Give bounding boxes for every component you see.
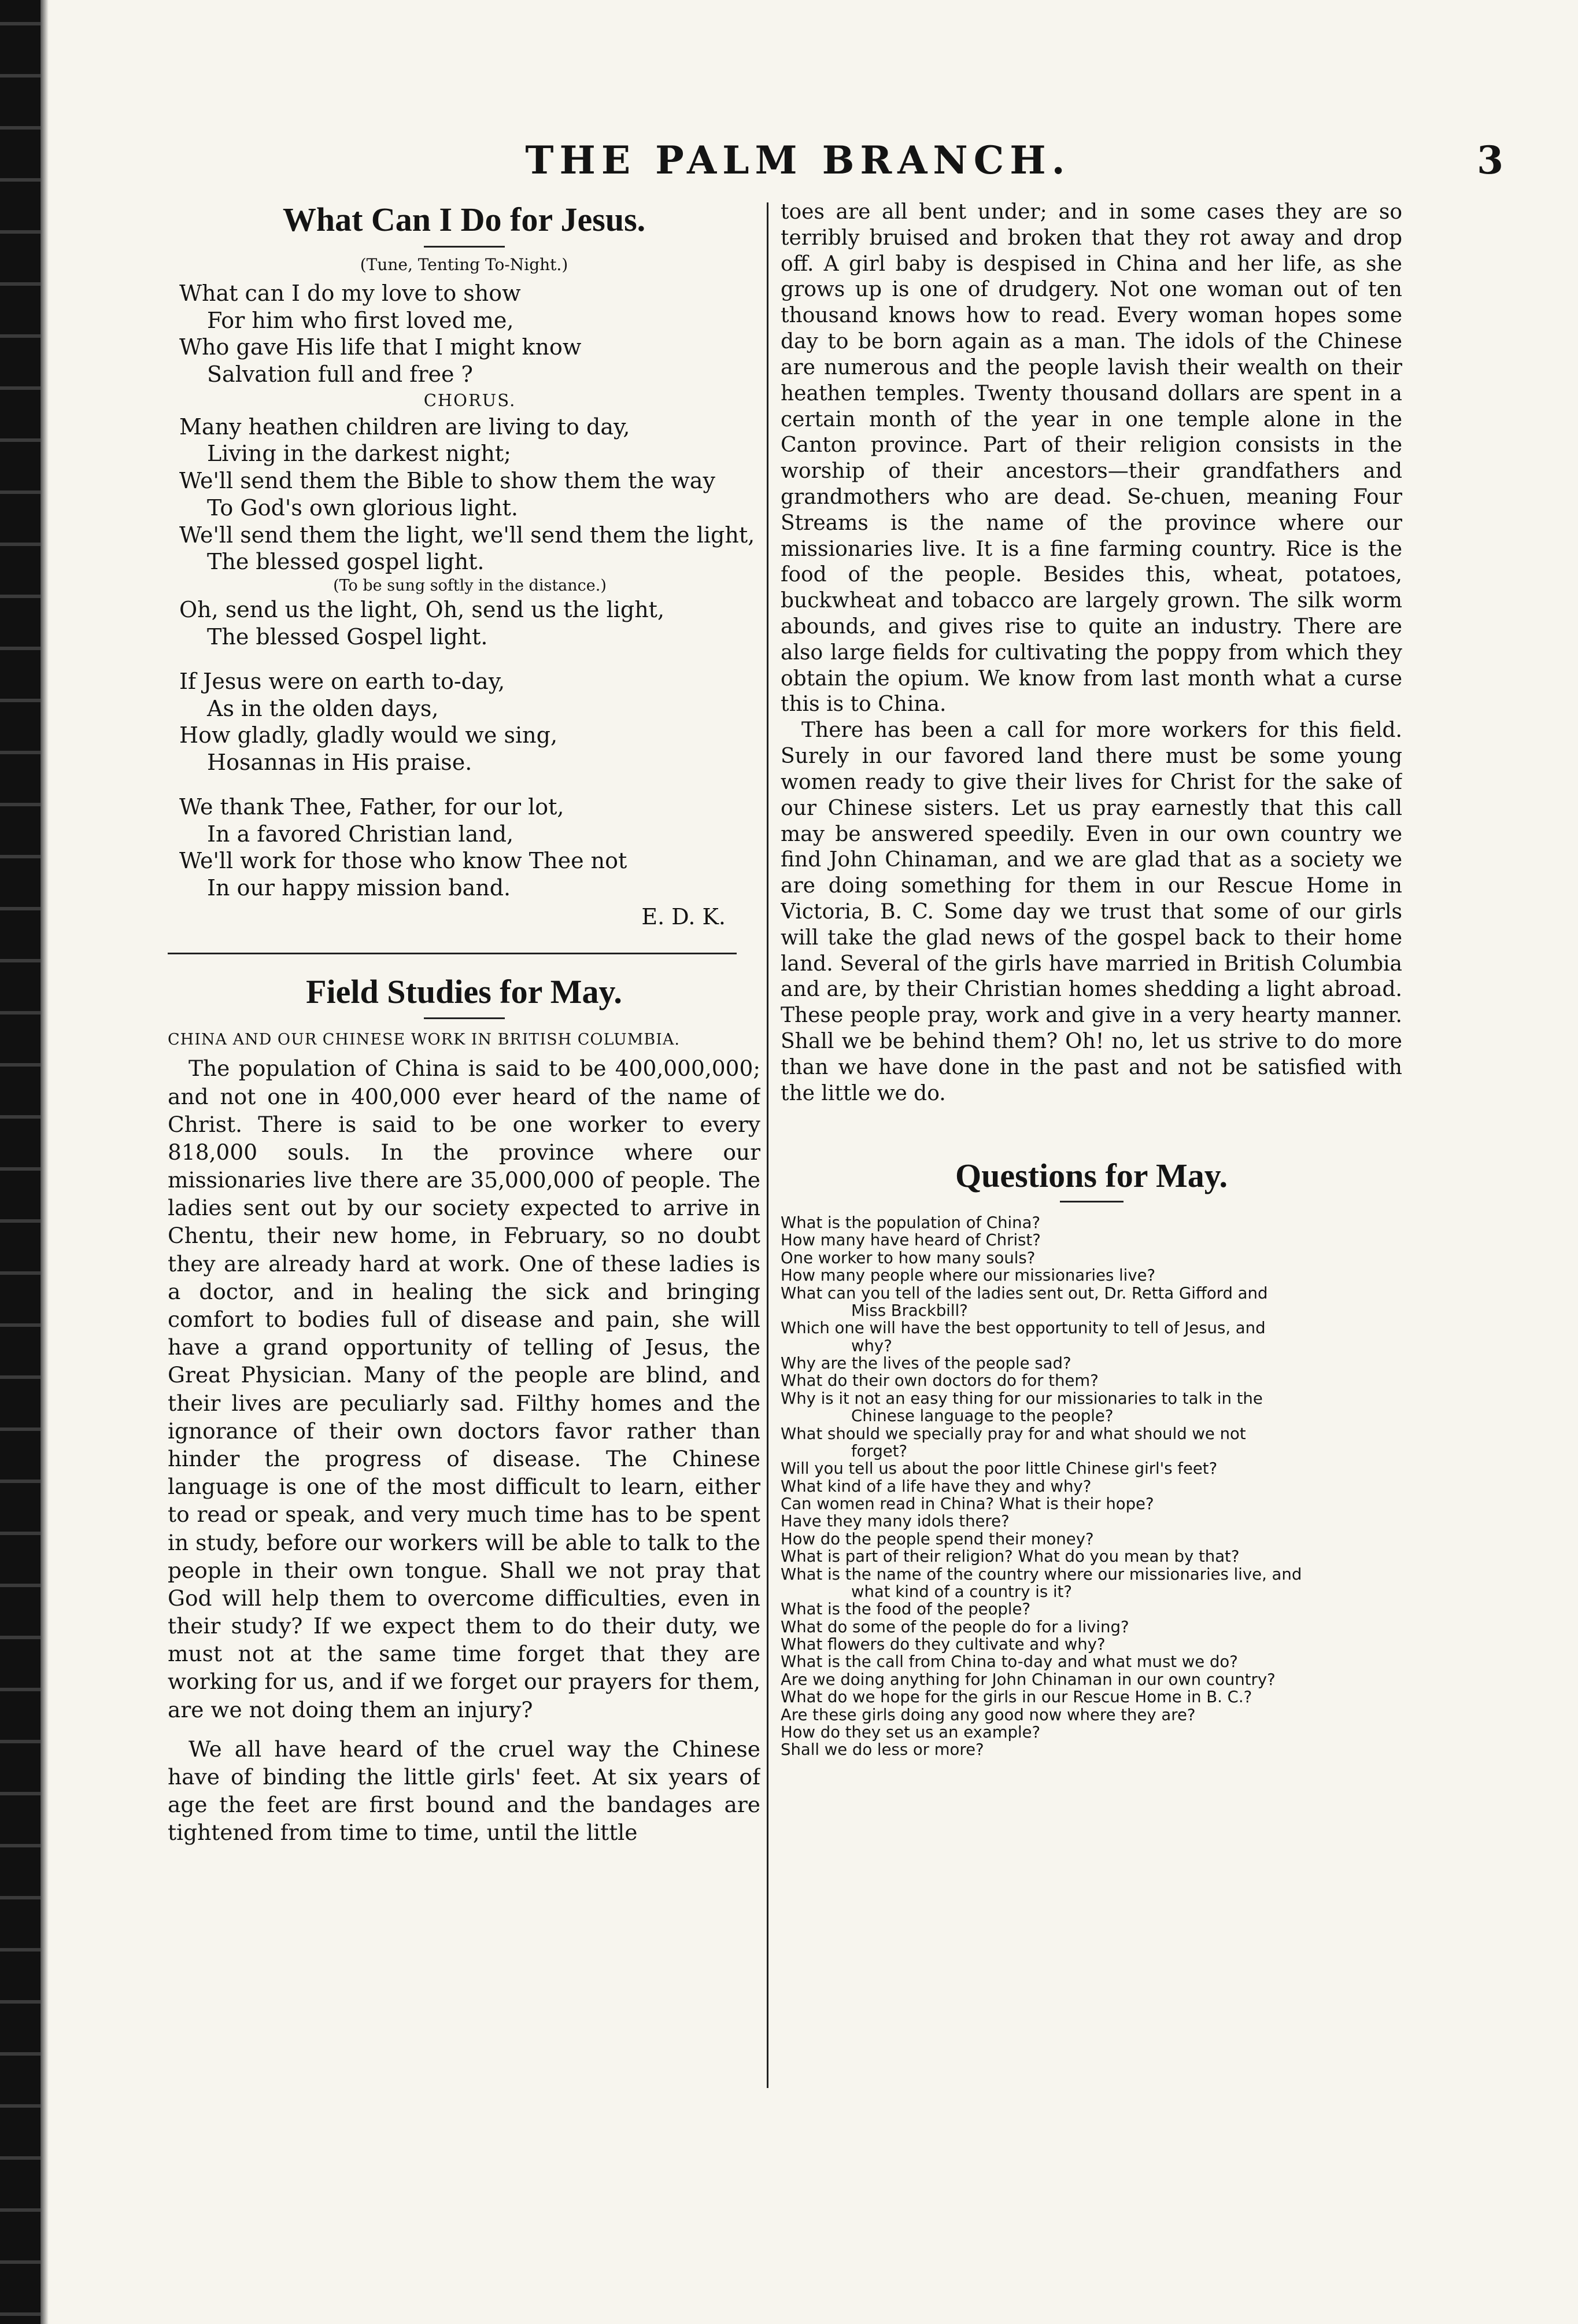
- chorus-line: The blessed gospel light.: [207, 549, 485, 575]
- question-continuation: Miss Brackbill?: [851, 1301, 968, 1320]
- question-text: What is the food of the people?: [781, 1600, 1031, 1619]
- page-number: 3: [1477, 138, 1503, 183]
- question-text: How do the people spend their money?: [781, 1529, 1094, 1548]
- question-text: How do they set us an example?: [781, 1722, 1041, 1742]
- verse-line: Hosannas in His praise.: [207, 750, 472, 776]
- hymn-title: What Can I Do for Jesus.: [282, 201, 646, 238]
- question-text: What is the population of China?: [781, 1213, 1041, 1233]
- question-item: [781, 1372, 1402, 1389]
- running-head: [93, 138, 1503, 195]
- field-studies-title: Field Studies for May.: [306, 972, 622, 1010]
- question-item: [781, 1495, 1402, 1513]
- verse-line: How gladly, gladly would we sing,: [179, 722, 558, 748]
- verse-line: Who gave His life that I might know: [179, 334, 582, 360]
- question-text: What should we specially pray for and what should we not: [781, 1424, 1246, 1443]
- question-item: [781, 1390, 1402, 1425]
- question-item: [781, 1425, 1402, 1460]
- question-continuation: why?: [851, 1336, 892, 1355]
- question-item: [781, 1231, 1402, 1249]
- question-text: Have they many idols there?: [781, 1512, 1010, 1531]
- author-initials: E. D. K.: [641, 903, 726, 929]
- performance-note: (To be sung softly in the distance.): [333, 576, 607, 595]
- question-text: Why is it not an easy thing for our missionaries to talk in the: [781, 1389, 1263, 1408]
- chorus-line: Many heathen children are living to day,: [179, 414, 630, 440]
- hymn-body: [168, 280, 760, 902]
- question-text: Can women read in China? What is their hope?: [781, 1495, 1154, 1514]
- verse-line: If Jesus were on earth to-day,: [179, 668, 505, 694]
- question-text: What is part of their religion? What do you mean by that?: [781, 1547, 1240, 1566]
- question-item: [781, 1548, 1402, 1565]
- question-text: What is the name of the country where our missionaries live, and: [781, 1565, 1302, 1584]
- chorus-line: To God's own glorious light.: [207, 495, 518, 521]
- question-text: Are these girls doing any good now where they are?: [781, 1705, 1196, 1724]
- question-continuation: forget?: [851, 1441, 908, 1460]
- title-rule: [424, 1017, 505, 1019]
- question-text: How many people where our missionaries live?: [781, 1266, 1156, 1285]
- question-item: [781, 1355, 1402, 1372]
- title-rule: [1060, 1201, 1124, 1202]
- soft-line: The blessed Gospel light.: [207, 624, 488, 650]
- question-text: Are we doing anything for John Chinaman in our own country?: [781, 1670, 1276, 1689]
- left-column: [168, 200, 760, 2293]
- question-item: [781, 1530, 1402, 1548]
- verse-line: In a favored Christian land,: [207, 821, 514, 847]
- article-paragraph: There has been a call for more workers for this field. Surely in our favored land there must be some young women ready to give their lives for Christ for the sake of our Chinese sisters. Let us pray earnestly that this call may be answered speedily. Even in our own country we find John Chinaman, and we are glad that as a society we are doing something for them in our Rescue Home in Victoria, B. C. Some day we trust that some of our girls will take the glad news of the gospel back to their home land. Several of the girls have married in British Columbia and are, by their Christian homes shedding a light abroad. These people pray, work and give in a very hearty manner. Shall we be behind them? Oh! no, let us strive to do more than we have done in the past and not be satisfied with the little we do.: [781, 718, 1402, 1105]
- question-text: One worker to how many souls?: [781, 1248, 1036, 1267]
- question-text: How many have heard of Christ?: [781, 1231, 1041, 1250]
- question-text: What is the call from China to-day and what must we do?: [781, 1652, 1238, 1672]
- verse-line: Salvation full and free ?: [207, 361, 473, 388]
- column-divider: [767, 202, 768, 2088]
- chorus-line: We'll send them the light, we'll send them the light,: [179, 522, 755, 548]
- question-continuation: what kind of a country is it?: [851, 1582, 1072, 1601]
- question-item: [781, 1566, 1402, 1601]
- verse-line: In our happy mission band.: [207, 875, 511, 901]
- question-item: [781, 1653, 1402, 1670]
- questions-title: Questions for May.: [955, 1157, 1228, 1195]
- soft-line: Oh, send us the light, Oh, send us the light,: [179, 597, 665, 623]
- book-binding-edge: [0, 0, 40, 2324]
- question-item: [781, 1724, 1402, 1741]
- journal-title: THE PALM BRANCH.: [525, 138, 1071, 183]
- question-item: [781, 1267, 1402, 1284]
- question-item: [781, 1741, 1402, 1758]
- question-item: [781, 1249, 1402, 1267]
- chorus-line: Living in the darkest night;: [207, 441, 511, 467]
- question-item: [781, 1285, 1402, 1320]
- title-rule: [424, 246, 505, 248]
- article-paragraph: toes are all bent under; and in some cases they are so terribly bruised and broken that they rot away and drop off. A girl baby is despised in China and her life, as she grows up is one of drudgery. Not one woman out of ten thousand knows how to read. Every woman hopes some day to be born again as a man. The idols of the Chinese are numerous and the people lavish their wealth on their heathen temples. Twenty thousand dollars are spent in a certain month of the year in one temple alone in the Canton province. Part of their religion consists in the worship of their ancestors—their grandfathers and grandmothers who are dead. Se-chuen, meaning Four Streams is the name of the province where our missionaries live. It is a fine farming country. Rice is the food of the people. Besides this, wheat, potatoes, buckwheat and tobacco are largely grown. The silk worm abounds, and gives rise to quite an industry. There are also large fields for cultivating the poppy from which they obtain the opium. We know from last month what a curse this is to China.: [781, 200, 1402, 717]
- field-studies-subhead: CHINA AND OUR CHINESE WORK IN BRITISH COLUMBIA.: [168, 1031, 680, 1049]
- questions-list: [781, 1214, 1402, 1759]
- question-text: What do their own doctors do for them?: [781, 1371, 1099, 1390]
- question-item: [781, 1636, 1402, 1653]
- question-item: [781, 1706, 1402, 1724]
- hymn-tune: (Tune, Tenting To-Night.): [360, 254, 568, 274]
- question-continuation: Chinese language to the people?: [851, 1407, 1114, 1426]
- question-text: What can you tell of the ladies sent out, Dr. Retta Gifford and: [781, 1283, 1268, 1303]
- question-item: [781, 1688, 1402, 1706]
- question-text: Why are the lives of the people sad?: [781, 1354, 1071, 1373]
- article-paragraph: The population of China is said to be 400,000,000; and not one in 400,000 ever heard of the name of Christ. There is said to be one worker to every 818,000 souls. In the province where our missionaries live there are 35,000,000 of people. The ladies sent out by our society expected to arrive in Chentu, their new home, in February, so no doubt they are already hard at work. One of these ladies is a doctor, and in healing the sick and bringing comfort to bodies full of disease and pain, she will have a grand opportunity of telling of Jesus, the Great Physician. Many of the people are blind, and their lives are peculiarly sad. Filthy homes and the ignorance of their own doctors favor rather than hinder the progress of disease. The Chinese language is one of the most difficult to learn, either to read or speak, and very much time has to be spent in study, before our workers will be able to talk to the people in their own tongue. Shall we not pray that God will help them to overcome difficulties, even in their study? If we expect them to do their duty, we must not at the same time forget that they are working for us, and if we forget our prayers for them, are we not doing them an injury?: [168, 1056, 760, 1722]
- question-item: [781, 1513, 1402, 1530]
- question-item: [781, 1600, 1402, 1618]
- question-text: Will you tell us about the poor little Chinese girl's feet?: [781, 1459, 1218, 1478]
- question-item: [781, 1319, 1402, 1355]
- question-item: [781, 1460, 1402, 1477]
- verse-line: For him who first loved me,: [207, 307, 514, 333]
- right-column: [781, 200, 1402, 2293]
- chorus-label: CHORUS.: [423, 390, 516, 410]
- verse-line: What can I do my love to show: [179, 280, 521, 306]
- verse-line: We thank Thee, Father, for our lot,: [179, 794, 564, 820]
- question-text: Which one will have the best opportunity to tell of Jesus, and: [781, 1319, 1266, 1338]
- article-paragraph: We all have heard of the cruel way the Chinese have of binding the little girls' feet. At six years of age the feet are first bound and the bandages are tightened from time to time, until the little: [168, 1736, 760, 1846]
- question-item: [781, 1214, 1402, 1231]
- question-text: Shall we do less or more?: [781, 1740, 984, 1759]
- question-text: What do some of the people do for a living?: [781, 1617, 1129, 1636]
- question-item: [781, 1478, 1402, 1495]
- verse-line: As in the olden days,: [207, 695, 439, 721]
- question-text: What kind of a life have they and why?: [781, 1477, 1092, 1496]
- verse-line: We'll work for those who know Thee not: [179, 848, 627, 874]
- question-item: [781, 1618, 1402, 1636]
- question-text: What do we hope for the girls in our Rescue Home in B. C.?: [781, 1688, 1252, 1707]
- section-rule: [168, 953, 737, 954]
- chorus-line: We'll send them the Bible to show them the way: [179, 468, 715, 494]
- question-item: [781, 1671, 1402, 1688]
- question-text: What flowers do they cultivate and why?: [781, 1635, 1106, 1654]
